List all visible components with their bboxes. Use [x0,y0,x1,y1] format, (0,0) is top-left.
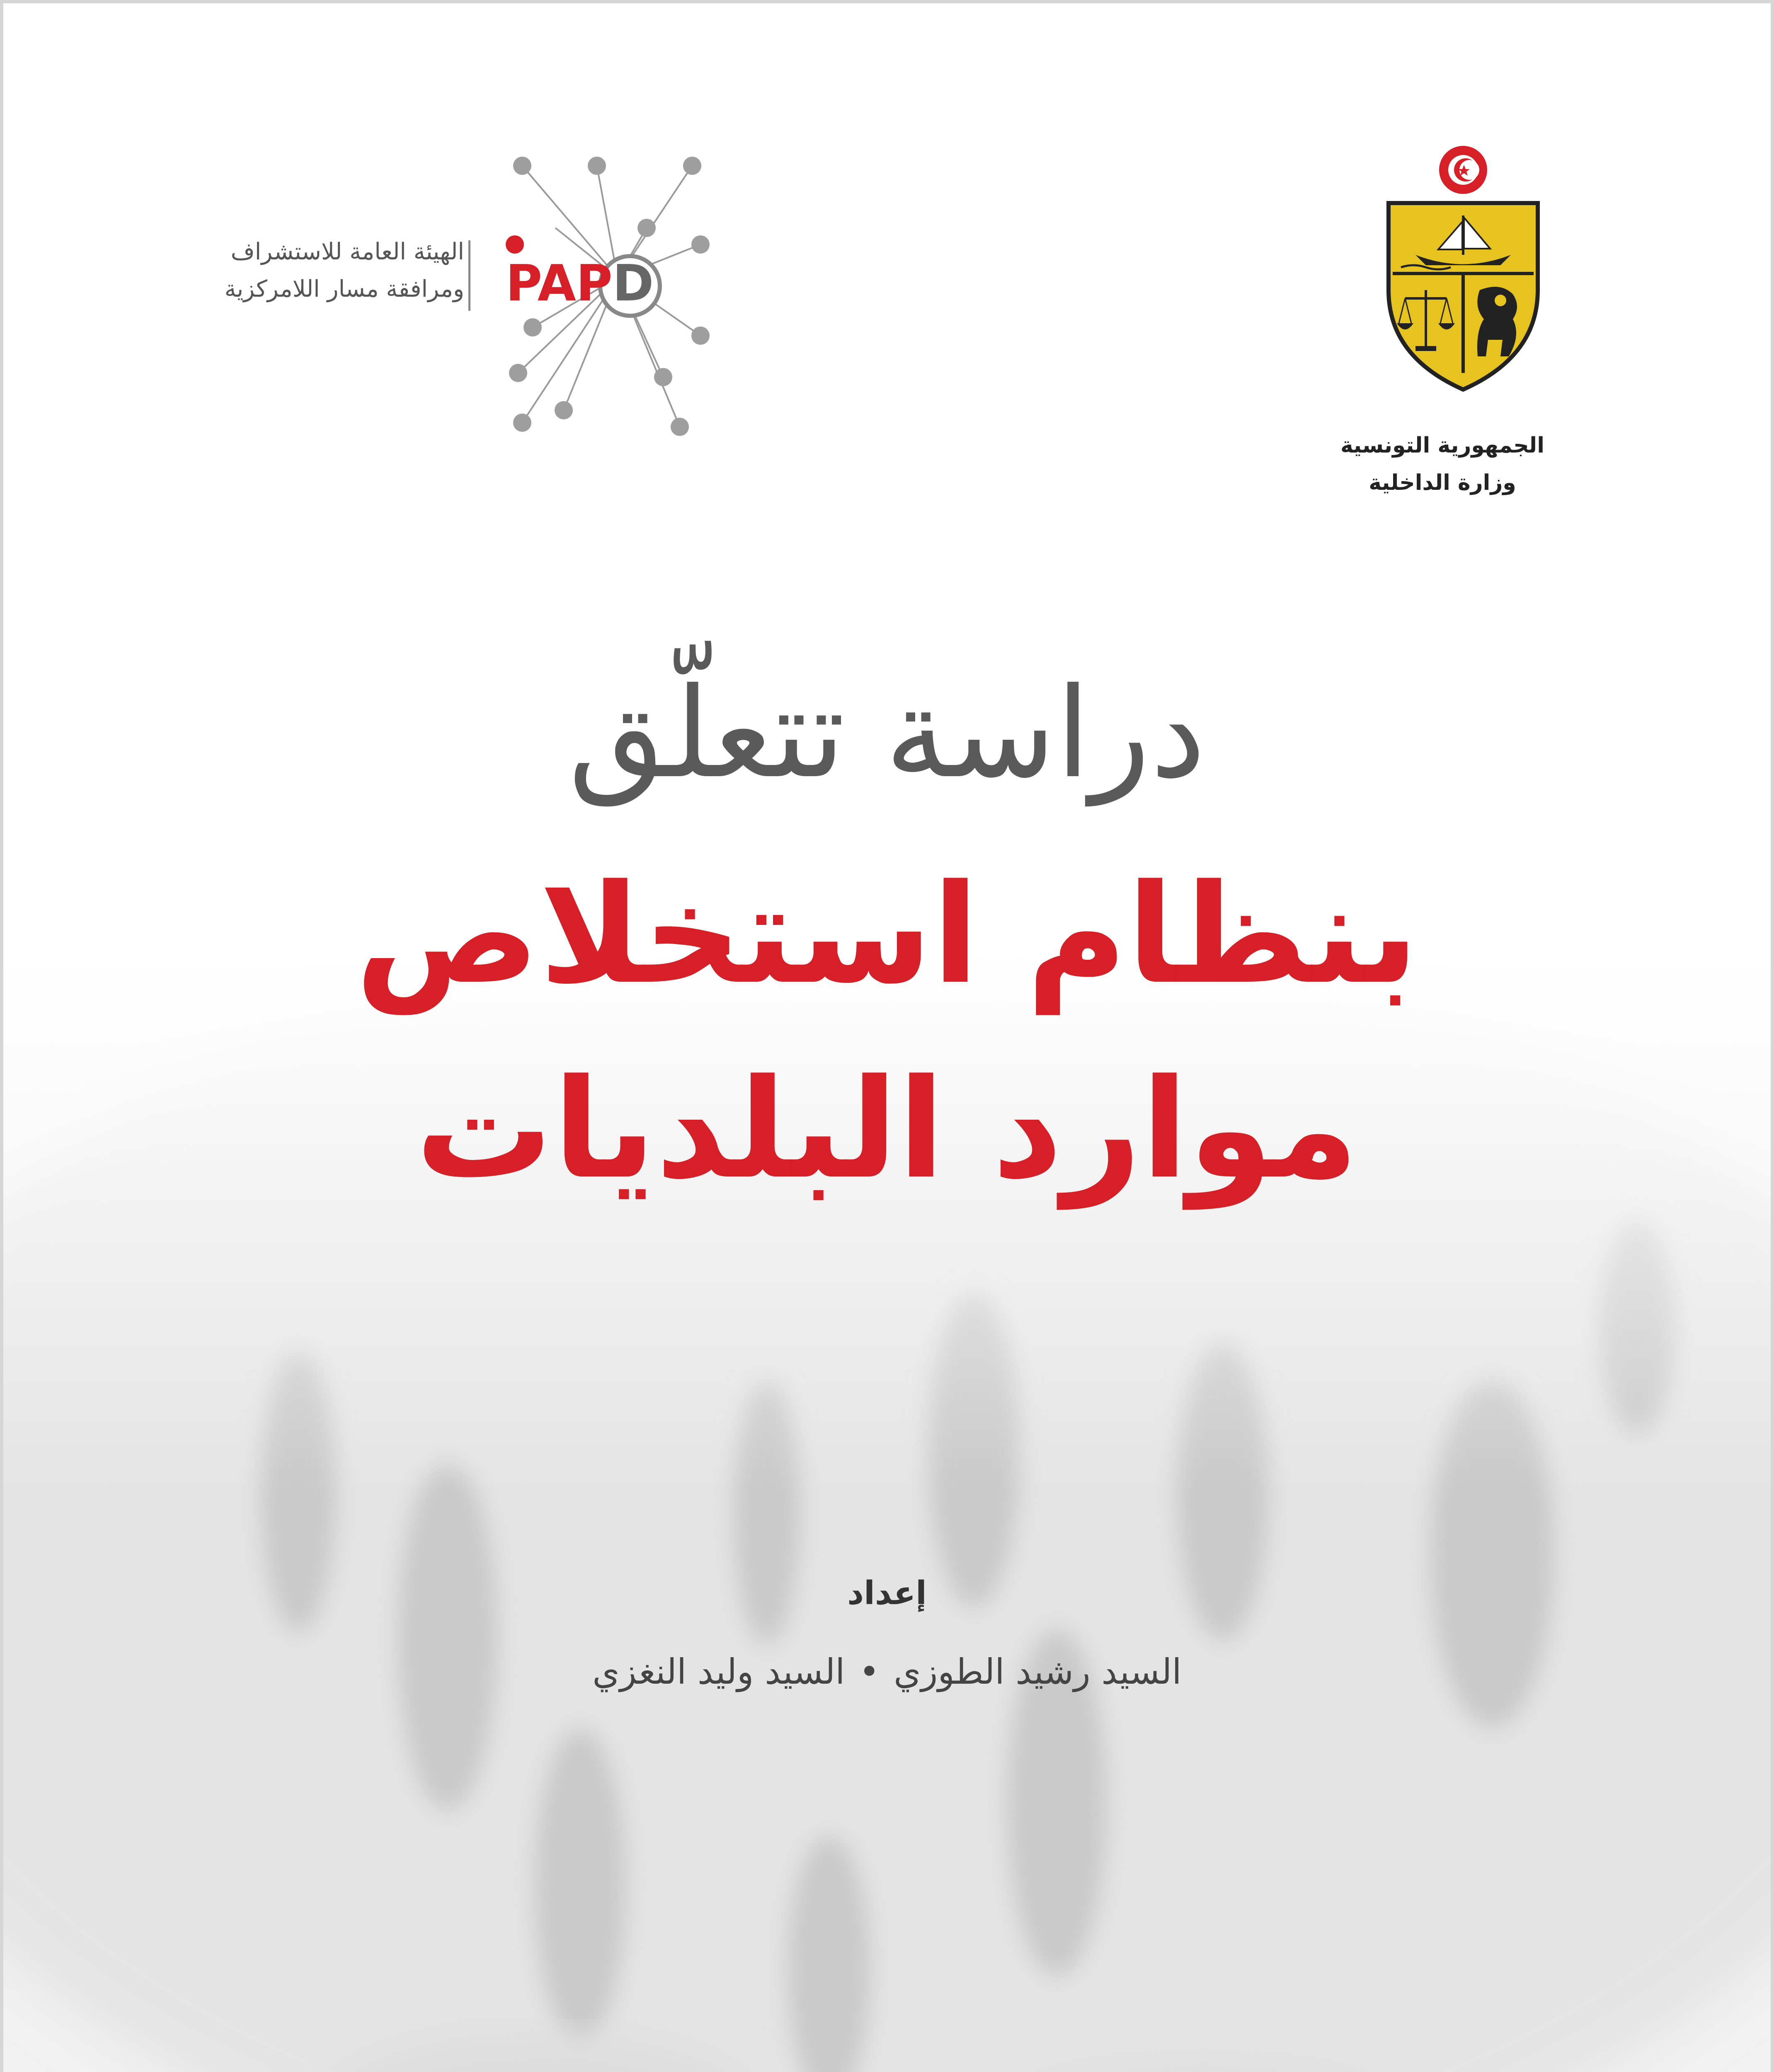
document-title-line2: موارد البلديات [415,1050,1359,1209]
papd-logo [497,149,754,448]
papd-name-line2: ومرافقة مسار اللامركزية [224,276,464,303]
ministry-name: وزارة الداخلية [1369,470,1516,495]
prepared-by-label: إعداد [847,1575,927,1612]
author-1: السيد رشيد الطوزي [894,1651,1182,1692]
tunisia-coat-of-arms-icon [1376,141,1550,398]
papd-divider [468,240,470,311]
document-subtitle: دراسة تتعلّق [568,661,1206,806]
document-title-line1: بنظام استخلاص [355,855,1419,1014]
government-name: الجمهورية التونسية [1340,433,1545,458]
papd-logo-text: PAPD [506,255,654,312]
papd-name-line1: الهيئة العامة للاستشراف [230,238,464,265]
emblem-container [1368,141,1558,398]
authors-line [0,1651,1774,1692]
author-separator: • [859,1651,880,1692]
author-2: السيد وليد النغزي [592,1651,845,1692]
